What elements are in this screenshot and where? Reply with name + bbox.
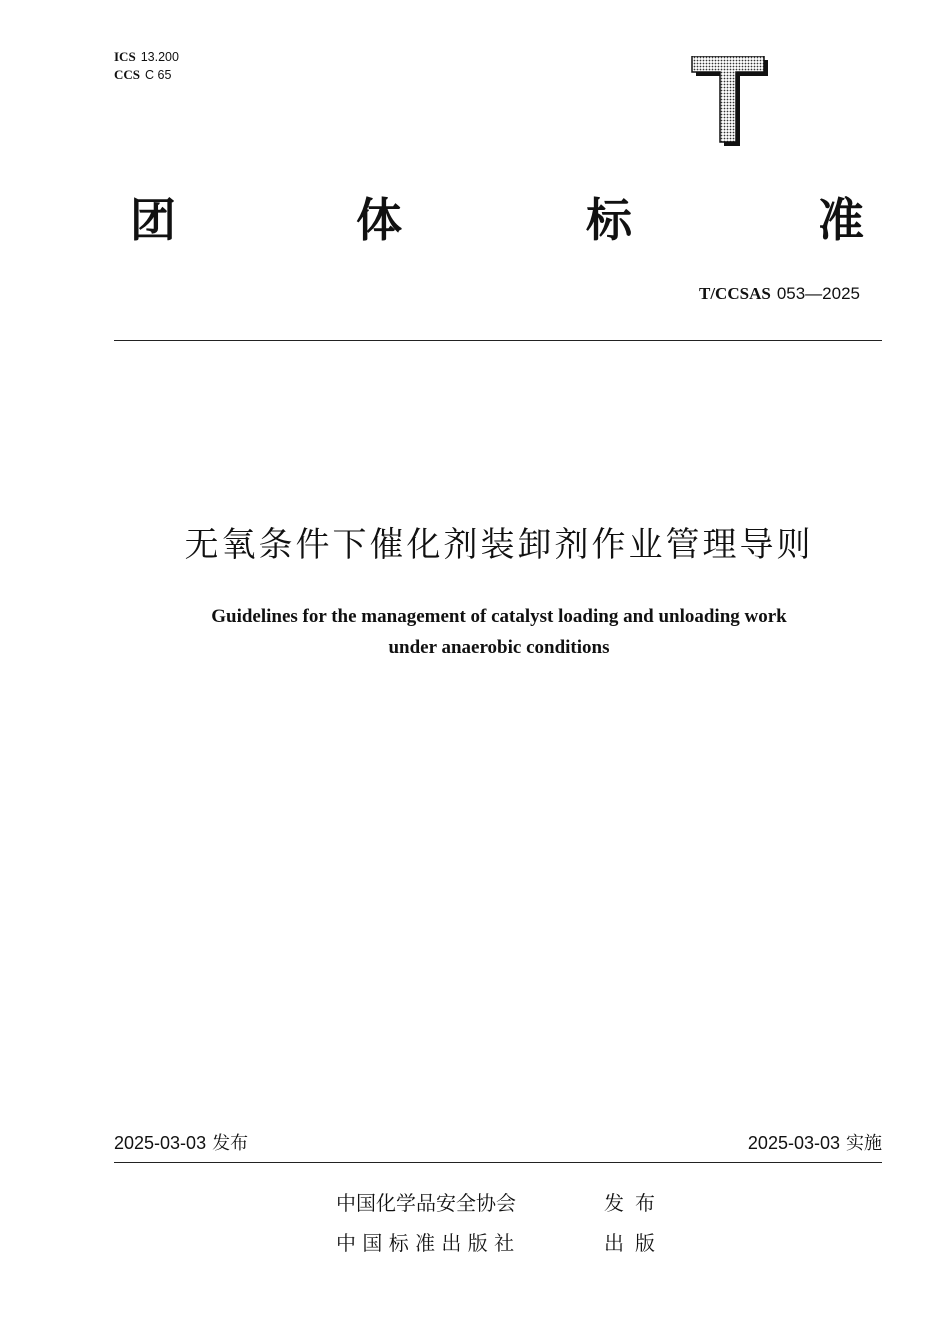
ccs-code [114,66,179,84]
standard-type-heading [0,190,950,250]
classification-codes [114,48,179,84]
publisher-row [336,1189,666,1217]
ccs-value: C 65 [145,68,172,82]
implement-date [748,1130,882,1157]
standard-type-char: 体 [356,193,402,247]
document-title-en-line: Guidelines for the management of catalyst loading and unloading work [211,606,787,627]
header-divider [114,340,882,341]
publisher-org: 中国化学品安全协会 [336,1191,516,1215]
ccs-label: CCS [114,67,141,82]
standard-type-char: 团 [130,193,176,247]
ics-value: 13.200 [140,50,179,64]
publisher-row [336,1229,666,1257]
publisher-role: 发布 [604,1191,666,1215]
ics-label: ICS [114,49,136,64]
implement-date-value: 2025-03-03 [747,1133,840,1153]
document-title-cn: 无氧条件下催化剂装卸剂作业管理导则 [184,525,814,565]
issue-date [114,1130,248,1157]
standard-number-value: 053—2025 [776,284,860,303]
implement-date-label: 实施 [846,1133,882,1154]
footer-divider [114,1162,882,1163]
publisher-role: 出版 [604,1231,666,1255]
standard-type-char: 标 [586,193,632,247]
ics-code [114,48,179,66]
standard-number-prefix: T/CCSAS [699,284,771,303]
document-title-en-line: under anaerobic conditions [388,637,610,658]
standard-t-mark-icon [690,56,770,148]
standard-type-char: 准 [818,193,864,247]
publisher-org: 中 国 标 准 出 版 社 [336,1231,515,1255]
issue-date-value: 2025-03-03 [114,1133,207,1153]
standard-number [699,284,860,304]
issue-date-label: 发布 [212,1133,249,1154]
